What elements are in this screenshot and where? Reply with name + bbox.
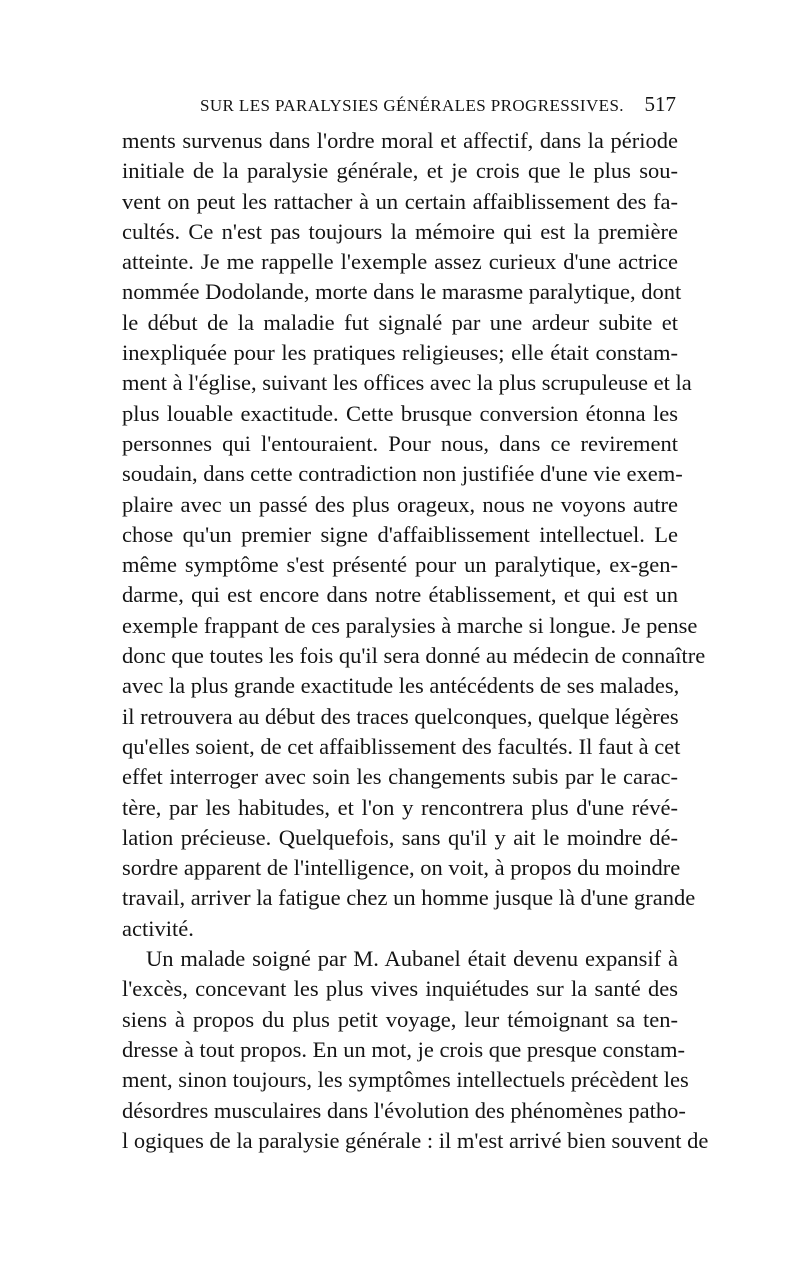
text-line: avec la plus grande exactitude les antécédents de ses malades, — [122, 673, 680, 699]
page-number: 517 — [644, 92, 676, 116]
text-line: l'excès, concevant les plus vives inquiétudes sur la santé des — [122, 976, 678, 1002]
body-text — [122, 126, 709, 1156]
text-line: nommée Dodolande, morte dans le marasme paralytique, dont — [122, 279, 682, 305]
text-line: ment, sinon toujours, les symptômes intellectuels précèdent les — [122, 1067, 689, 1093]
text-line: initiale de la paralysie générale, et je crois que le plus sou- — [122, 158, 678, 184]
text-line: chose qu'un premier signe d'affaiblissement intellectuel. Le — [122, 521, 678, 547]
text-line: personnes qui l'entouraient. Pour nous, dans ce revirement — [122, 430, 678, 456]
text-line: exemple frappant de ces paralysies à marche si longue. Je pense — [122, 612, 698, 638]
text-line: l ogiques de la paralysie générale : il m'est arrivé bien souvent de — [122, 1127, 709, 1153]
text-line: travail, arriver la fatigue chez un homme jusque là d'une grande — [122, 885, 696, 911]
text-line: dresse à tout propos. En un mot, je crois que presque constam- — [122, 1036, 685, 1062]
text-line: plus louable exactitude. Cette brusque conversion étonna les — [122, 400, 678, 426]
text-line: le début de la maladie fut signalé par une ardeur subite et — [122, 309, 678, 335]
text-line: atteinte. Je me rappelle l'exemple assez curieux d'une actrice — [122, 249, 678, 275]
text-line: vent on peut les rattacher à un certain affaiblissement des fa- — [122, 188, 678, 214]
text-line: désordres musculaires dans l'évolution des phénomènes patho- — [122, 1097, 686, 1123]
text-line: même symptôme s'est présenté pour un paralytique, ex-gen- — [122, 552, 678, 578]
text-line: darme, qui est encore dans notre établissement, et qui est un — [122, 582, 678, 608]
text-line: soudain, dans cette contradiction non justifiée d'une vie exem- — [122, 461, 683, 487]
paragraph-2 — [122, 944, 709, 1156]
text-line: lation précieuse. Quelquefois, sans qu'il y ait le moindre dé- — [122, 824, 678, 850]
text-line: activité. — [122, 915, 194, 941]
text-line: donc que toutes les fois qu'il sera donné au médecin de connaître — [122, 643, 706, 669]
text-line: il retrouvera au début des traces quelconques, quelque légères — [122, 703, 679, 729]
text-line: cultés. Ce n'est pas toujours la mémoire qui est la première — [122, 218, 678, 244]
running-head — [200, 92, 680, 122]
text-line: ment à l'église, suivant les offices avec la plus scrupuleuse et la — [122, 370, 692, 396]
text-line: Un malade soigné par M. Aubanel était devenu expansif à — [146, 946, 678, 972]
text-line: tère, par les habitudes, et l'on y rencontrera plus d'une révé- — [122, 794, 678, 820]
text-line: effet interroger avec soin les changements subis par le carac- — [122, 764, 678, 790]
text-line: inexpliquée pour les pratiques religieuses; elle était constam- — [122, 340, 678, 366]
text-line: ments survenus dans l'ordre moral et affectif, dans la période — [122, 128, 678, 153]
text-line: siens à propos du plus petit voyage, leur témoignant sa ten- — [122, 1006, 678, 1032]
text-line: sordre apparent de l'intelligence, on voit, à propos du moindre — [122, 855, 681, 881]
text-line: plaire avec un passé des plus orageux, nous ne voyons autre — [122, 491, 678, 517]
paragraph-1 — [122, 126, 706, 944]
text-line: qu'elles soient, de cet affaiblissement des facultés. Il faut à cet — [122, 733, 681, 759]
running-title: SUR LES PARALYSIES GÉNÉRALES PROGRESSIVES. — [200, 96, 624, 115]
